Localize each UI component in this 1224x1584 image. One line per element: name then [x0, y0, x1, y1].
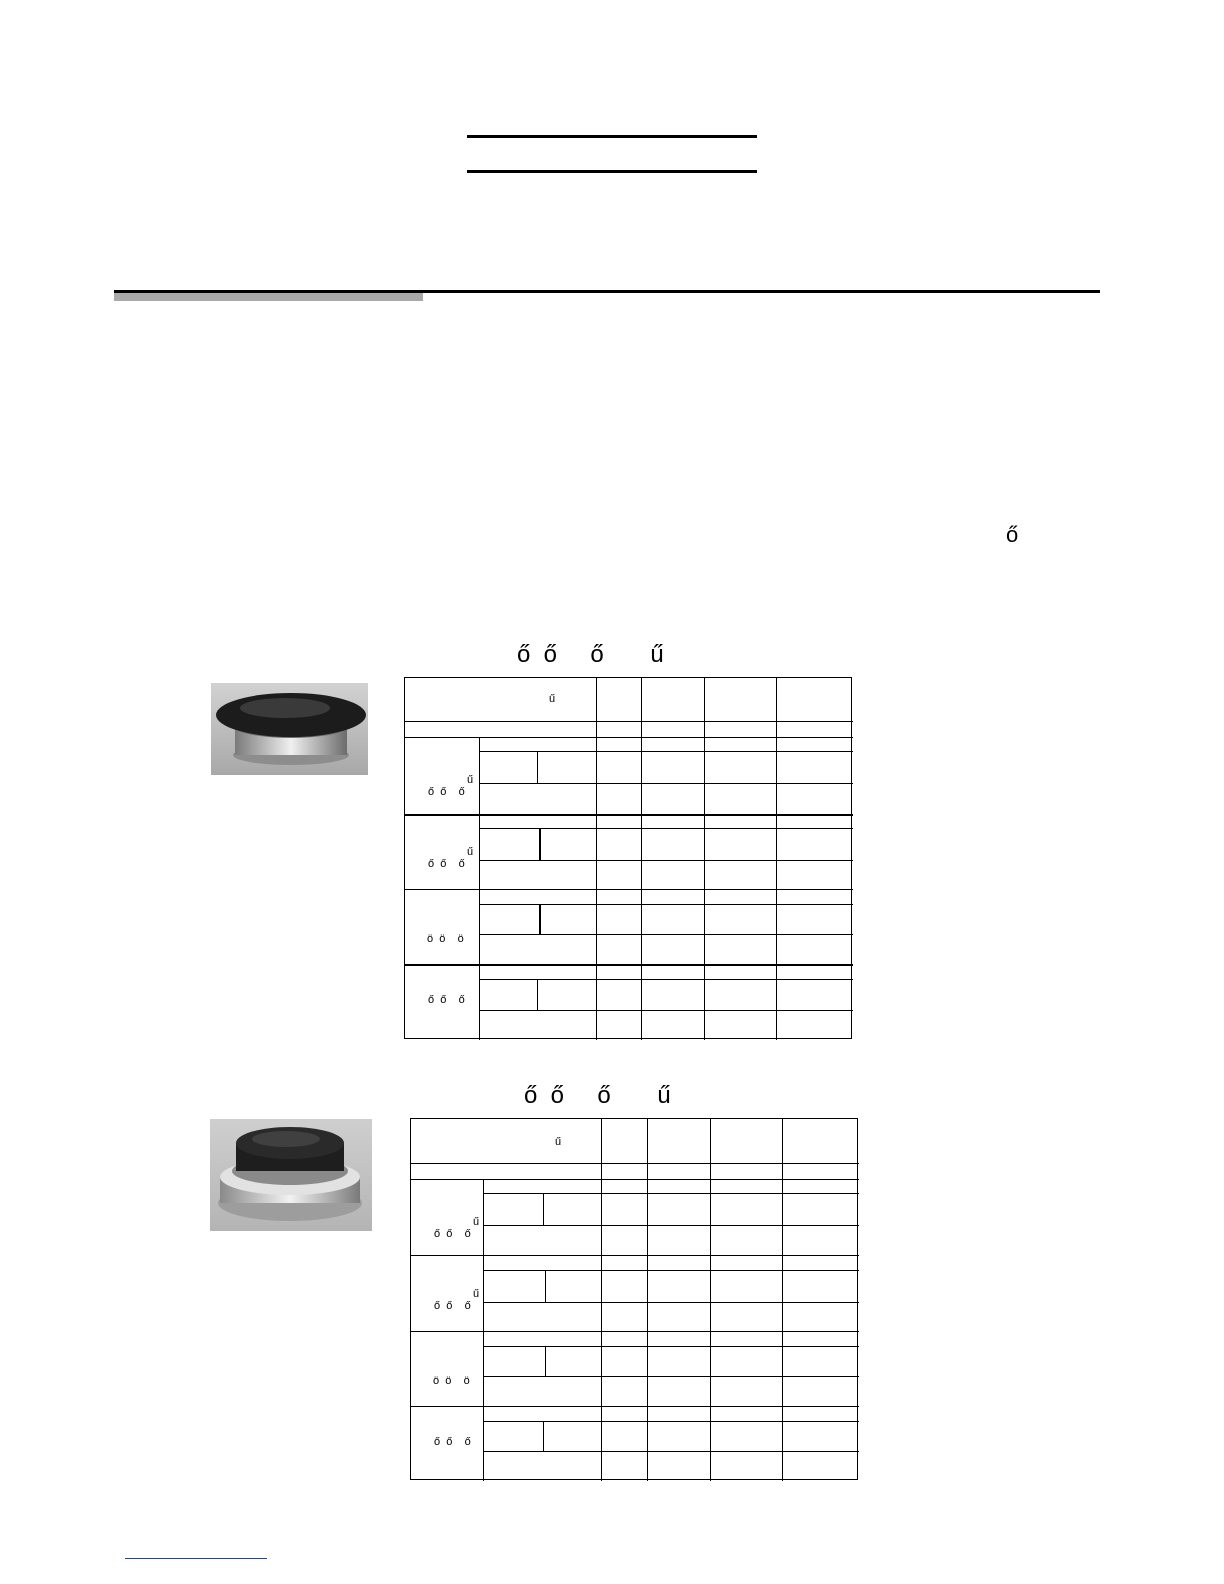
group-4-label: ő ő ő [428, 994, 465, 1006]
burner-cap-photo [210, 1119, 372, 1231]
footer-link-underline[interactable] [125, 1558, 267, 1559]
section-divider-shade [114, 293, 423, 301]
group-1-label: ő ő ő [434, 1228, 471, 1240]
burner-spec-table [404, 677, 852, 1039]
group-1-glyph-top: ű [473, 1216, 480, 1228]
group-2-label: ő ő ő [428, 858, 465, 870]
section-2-heading: ő ő ő ű [524, 1082, 671, 1109]
burner-spec-table [410, 1118, 858, 1480]
group-2-label: ő ő ő [434, 1300, 471, 1312]
body-glyph: ő [1006, 522, 1019, 547]
table-header-glyph: ű [555, 1136, 562, 1148]
burner-cap-photo [211, 683, 368, 775]
title-rule-bottom [467, 170, 757, 173]
group-3-label: ö ö ö [433, 1375, 470, 1387]
section-1-heading: ő ő ő ű [517, 641, 664, 668]
group-2-glyph-top: ű [473, 1288, 480, 1300]
group-1-glyph-top: ű [467, 774, 474, 786]
table-header-glyph: ű [549, 693, 556, 705]
group-3-label: ö ö ö [427, 933, 464, 945]
group-4-label: ő ő ő [434, 1436, 471, 1448]
title-rule-top [467, 135, 757, 138]
group-1-label: ő ő ő [428, 786, 465, 798]
group-2-glyph-top: ű [467, 846, 474, 858]
